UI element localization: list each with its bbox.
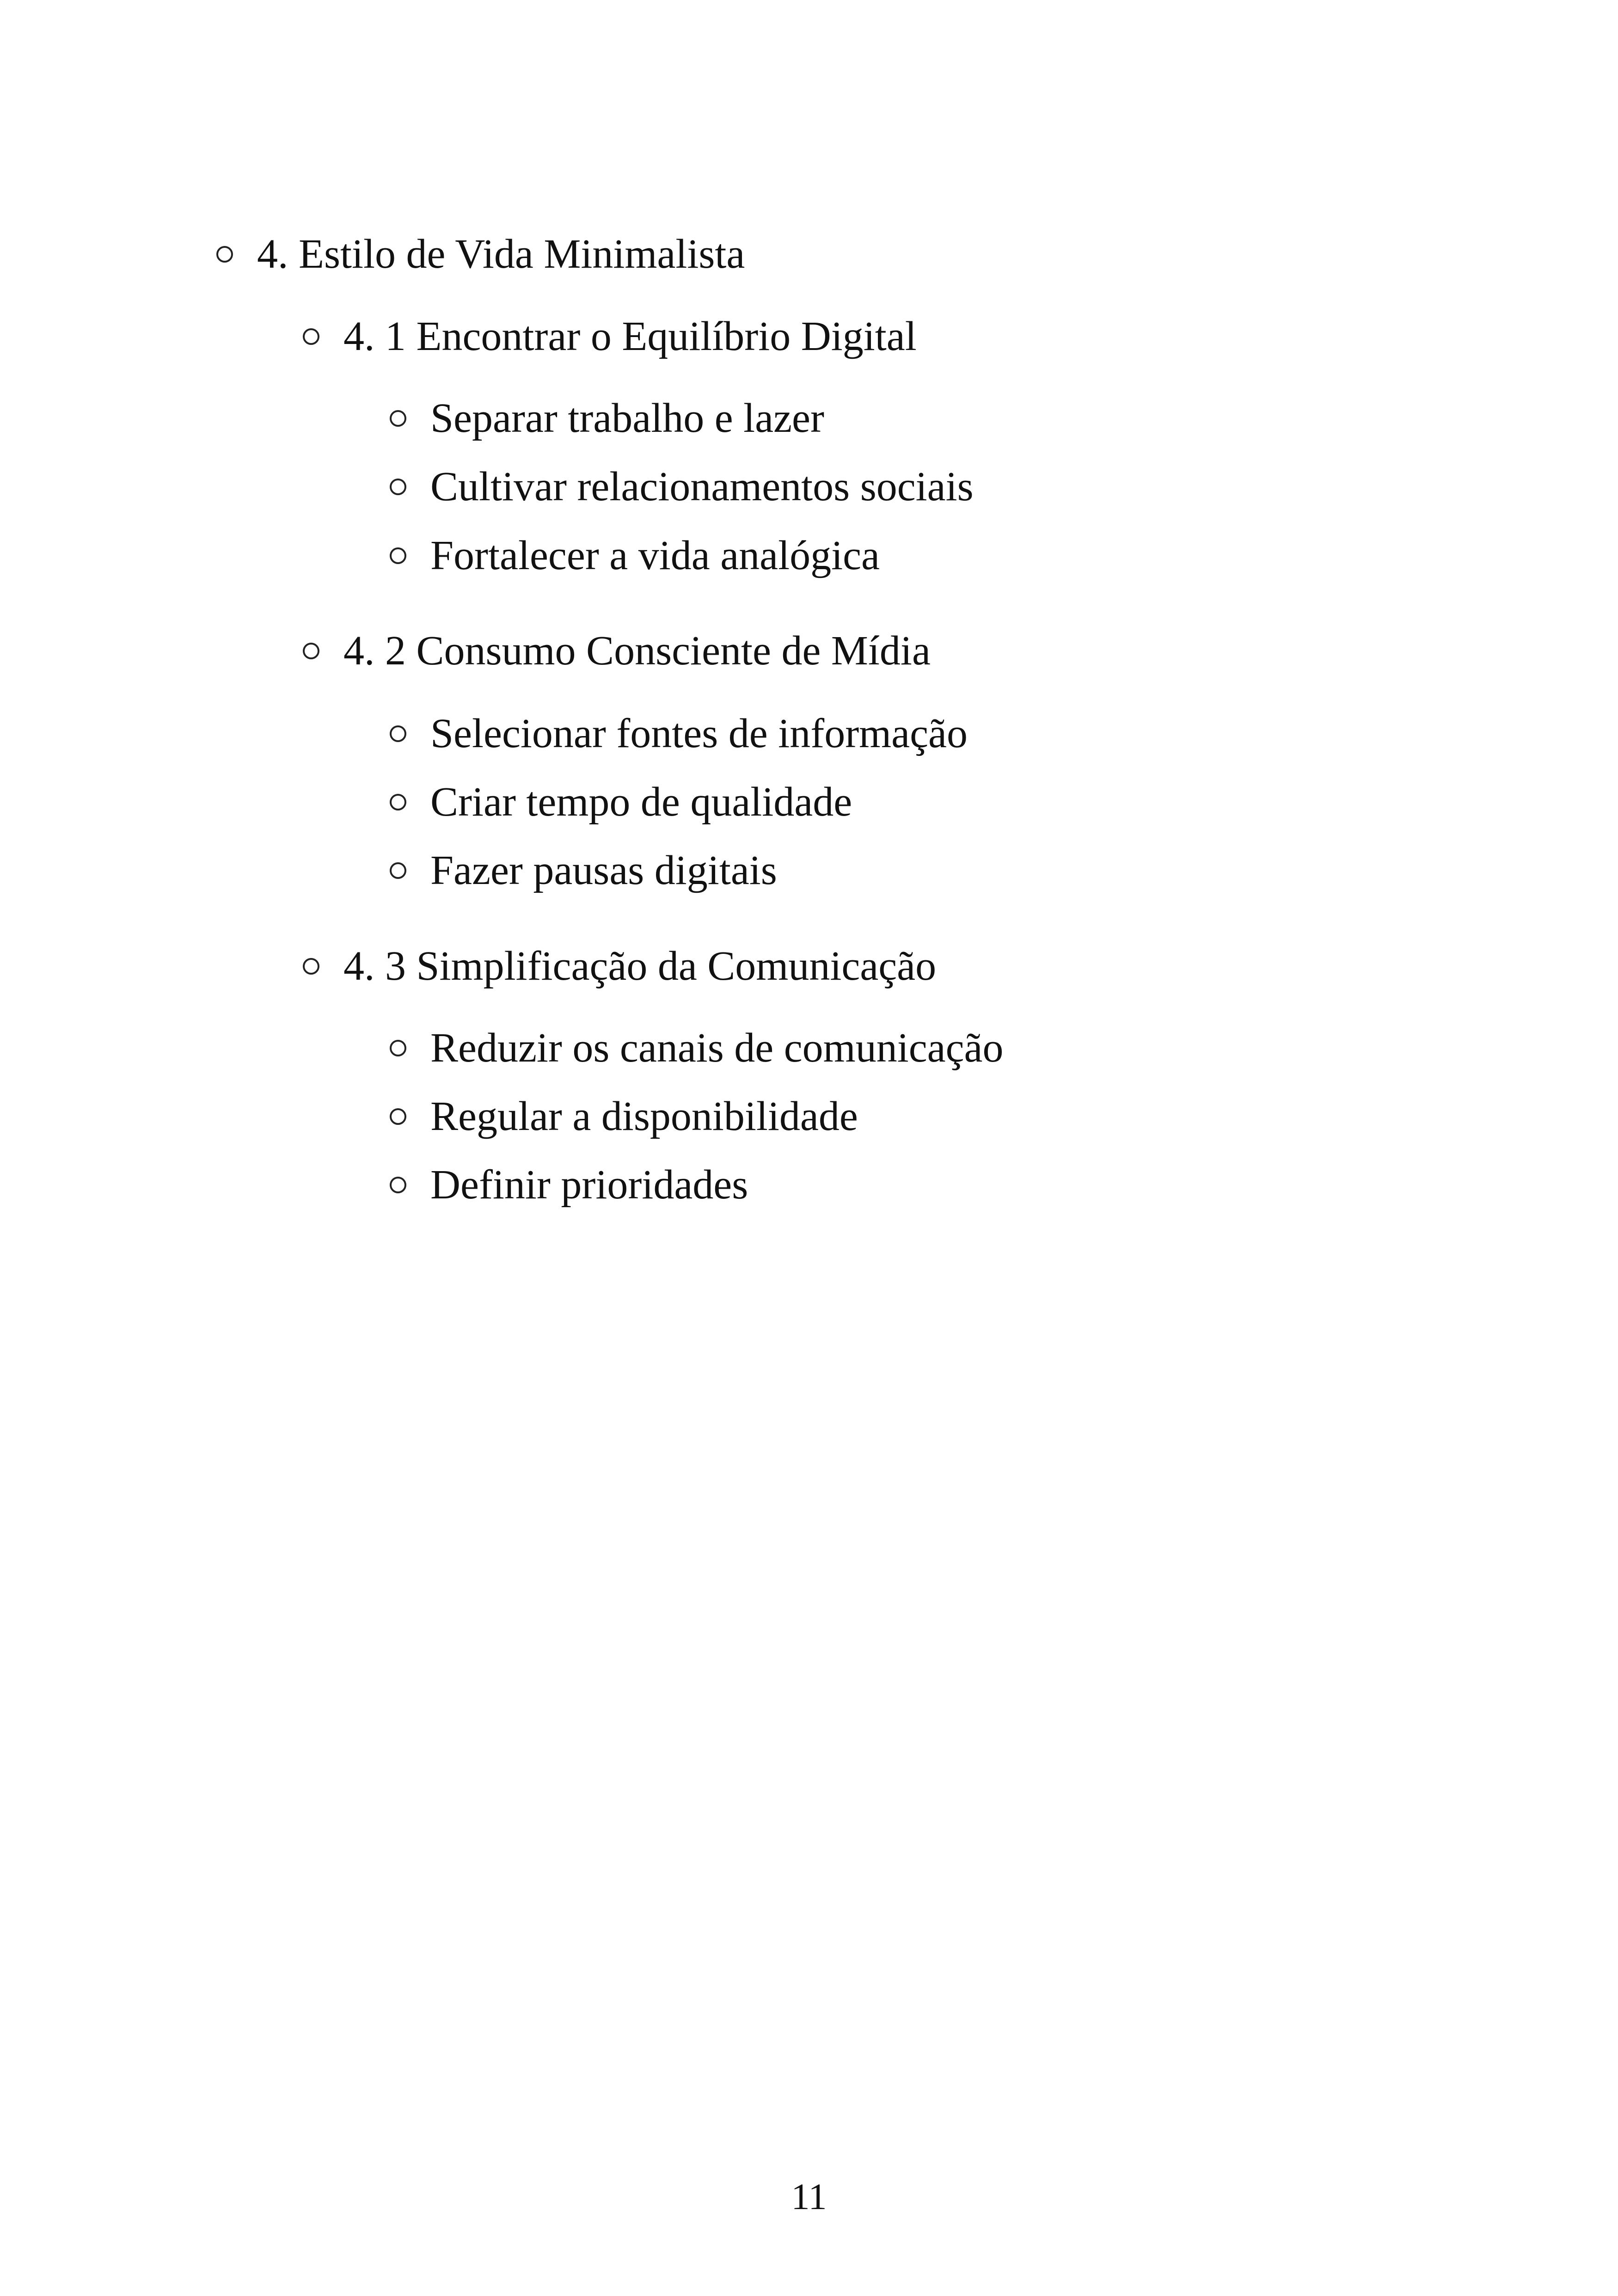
page-number: 11 bbox=[791, 2177, 827, 2217]
list-item-text: Criar tempo de qualidade bbox=[430, 779, 852, 825]
subsection-heading bbox=[303, 313, 917, 359]
hollow-circle-bullet-icon bbox=[390, 479, 406, 495]
list-item bbox=[390, 1093, 858, 1139]
list-item bbox=[390, 713, 968, 755]
section-heading bbox=[216, 233, 745, 275]
list-item-text: Separar trabalho e lazer bbox=[430, 395, 824, 441]
list-item-text: Fortalecer a vida analógica bbox=[430, 533, 880, 578]
subsection-heading-text: 4. 3 Simplificação da Comunicação bbox=[343, 943, 937, 989]
list-item bbox=[390, 395, 824, 441]
hollow-circle-bullet-icon bbox=[390, 547, 406, 564]
subsection-heading-text: 4. 1 Encontrar o Equilíbrio Digital bbox=[343, 313, 917, 359]
list-item-text: Definir prioridades bbox=[430, 1162, 748, 1208]
list-item bbox=[390, 535, 880, 577]
hollow-circle-bullet-icon bbox=[216, 246, 233, 263]
hollow-circle-bullet-icon bbox=[390, 862, 406, 879]
list-item bbox=[390, 781, 852, 823]
hollow-circle-bullet-icon bbox=[390, 725, 406, 742]
hollow-circle-bullet-icon bbox=[390, 794, 406, 810]
list-item bbox=[390, 1164, 748, 1206]
hollow-circle-bullet-icon bbox=[303, 958, 319, 975]
hollow-circle-bullet-icon bbox=[390, 1040, 406, 1056]
list-item-text: Selecionar fontes de informação bbox=[430, 711, 968, 756]
subsection-heading bbox=[303, 945, 936, 987]
list-item-text: Regular a disponibilidade bbox=[430, 1093, 858, 1139]
subsection-heading-text: 4. 2 Consumo Consciente de Mídia bbox=[343, 628, 931, 674]
list-item bbox=[390, 1027, 1003, 1069]
hollow-circle-bullet-icon bbox=[303, 643, 319, 659]
section-heading-text: 4. Estilo de Vida Minimalista bbox=[257, 231, 745, 277]
subsection-heading bbox=[303, 630, 931, 672]
hollow-circle-bullet-icon bbox=[390, 410, 406, 427]
list-item-text: Reduzir os canais de comunicação bbox=[430, 1025, 1004, 1071]
hollow-circle-bullet-icon bbox=[390, 1177, 406, 1193]
list-item-text: Fazer pausas digitais bbox=[430, 847, 777, 893]
list-item-text: Cultivar relacionamentos sociais bbox=[430, 464, 974, 510]
hollow-circle-bullet-icon bbox=[303, 328, 319, 345]
list-item bbox=[390, 847, 777, 893]
hollow-circle-bullet-icon bbox=[390, 1108, 406, 1125]
list-item bbox=[390, 466, 974, 508]
